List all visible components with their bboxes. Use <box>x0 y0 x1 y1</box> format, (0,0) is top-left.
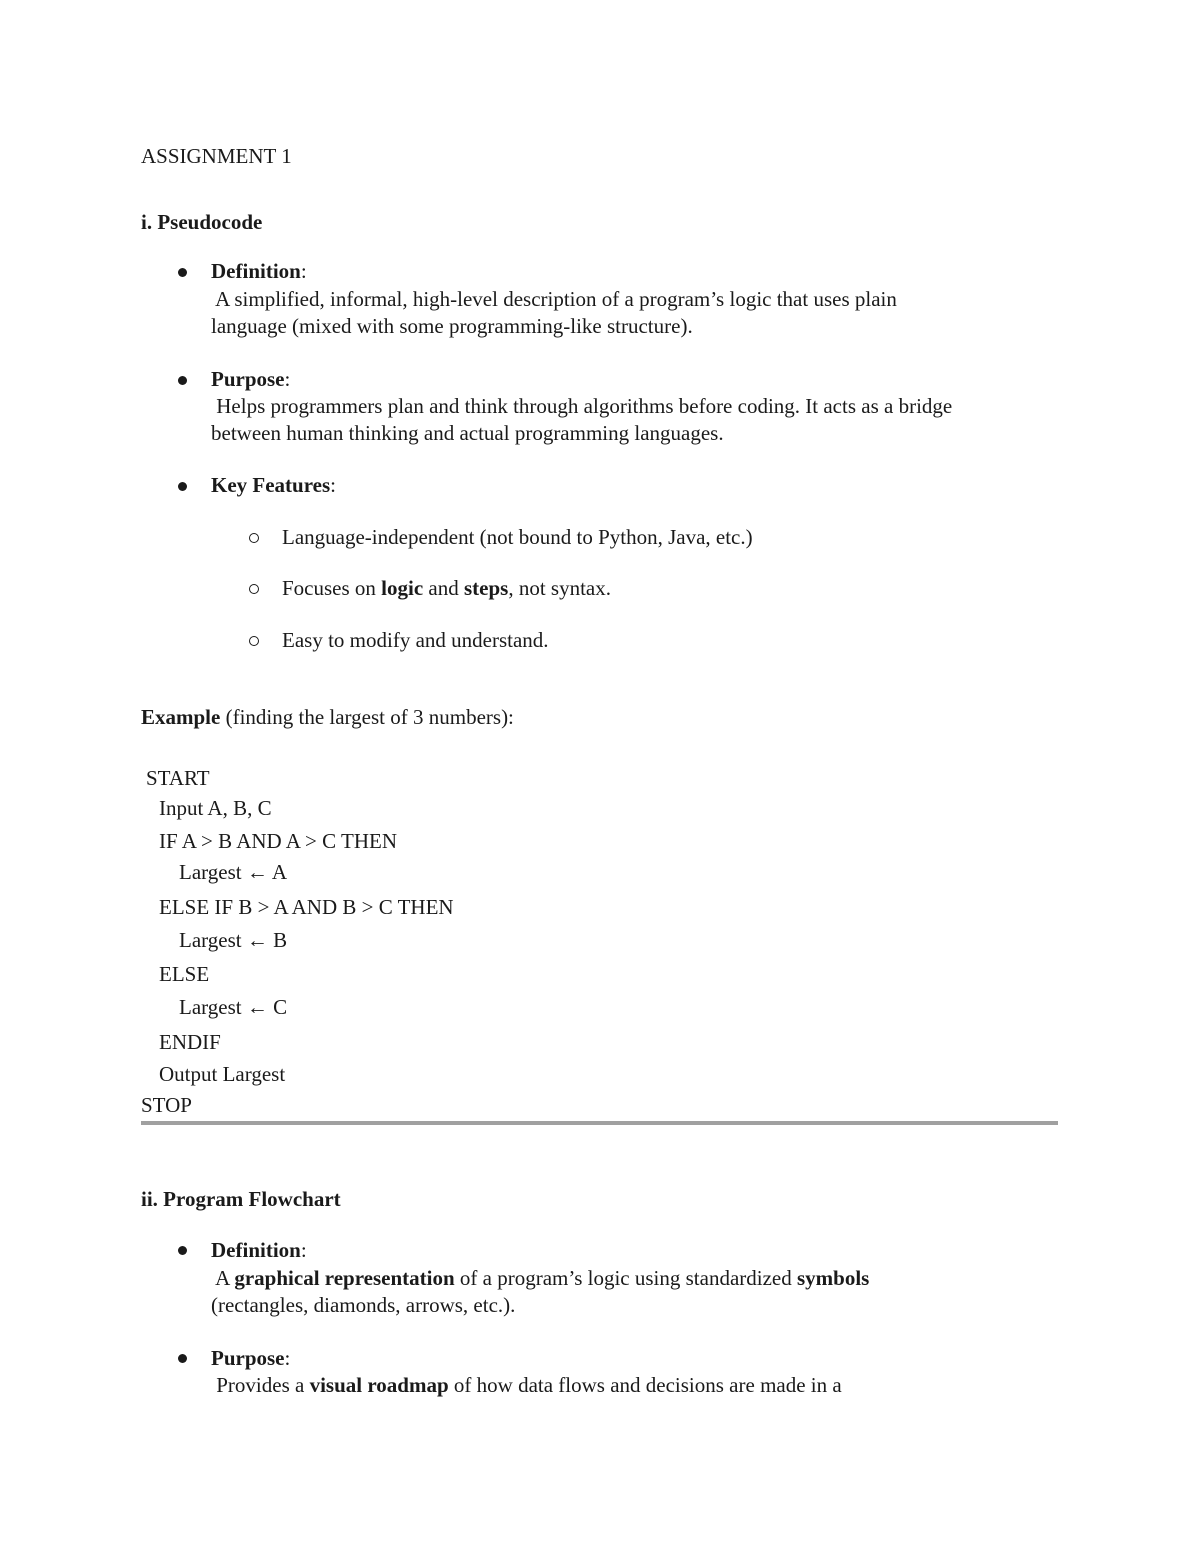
code-line-9: ENDIF <box>159 1030 221 1054</box>
bullet-dot-icon <box>178 1246 187 1255</box>
code-line-5: ELSE IF B > A AND B > C THEN <box>159 895 454 919</box>
flowchart-definition-line1: A graphical representation of a program’s logic using standardized symbols <box>211 1266 870 1290</box>
definition-label: Definition: <box>211 259 307 283</box>
bullet-circle-icon <box>249 636 259 646</box>
code-line-3: IF A > B AND A > C THEN <box>159 829 398 853</box>
code-line-11: STOP <box>141 1093 192 1117</box>
code-line-7: ELSE <box>159 962 210 986</box>
code-line-8: Largest ← C <box>179 995 288 1019</box>
example-caption: Example (finding the largest of 3 numbers): <box>141 705 514 729</box>
horizontal-rule <box>141 1121 1058 1125</box>
feature-item-1: Language-independent (not bound to Python, Java, etc.) <box>282 525 753 549</box>
key-features-label: Key Features: <box>211 473 337 497</box>
definition-text-line2: language (mixed with some programming-like structure). <box>211 314 693 338</box>
purpose-text-line1: Helps programmers plan and think through algorithms before coding. It acts as a bridge <box>211 394 953 418</box>
section-heading-flowchart: ii. Program Flowchart <box>141 1187 341 1211</box>
code-line-1: START <box>146 766 210 790</box>
feature-item-3: Easy to modify and understand. <box>282 628 549 652</box>
flowchart-definition-line2: (rectangles, diamonds, arrows, etc.). <box>211 1293 516 1317</box>
purpose-label: Purpose: <box>211 367 291 391</box>
bullet-dot-icon <box>178 1354 187 1363</box>
feature-item-2: Focuses on logic and steps, not syntax. <box>282 576 612 600</box>
bullet-circle-icon <box>249 533 259 543</box>
code-line-6: Largest ← B <box>179 928 288 952</box>
document-title: ASSIGNMENT 1 <box>141 144 292 168</box>
flowchart-purpose-label: Purpose: <box>211 1346 291 1370</box>
bullet-dot-icon <box>178 482 187 491</box>
definition-text-line1: A simplified, informal, high-level description of a program’s logic that uses plain <box>211 287 897 311</box>
flowchart-purpose-line1: Provides a visual roadmap of how data flows and decisions are made in a <box>211 1373 842 1397</box>
code-line-4: Largest ← A <box>179 860 288 884</box>
bullet-dot-icon <box>178 268 187 277</box>
bullet-dot-icon <box>178 376 187 385</box>
section-heading-pseudocode: i. Pseudocode <box>141 210 263 234</box>
flowchart-definition-label: Definition: <box>211 1238 307 1262</box>
code-line-2: Input A, B, C <box>159 796 272 820</box>
code-line-10: Output Largest <box>159 1062 286 1086</box>
bullet-circle-icon <box>249 584 259 594</box>
purpose-text-line2: between human thinking and actual programming languages. <box>211 421 724 445</box>
